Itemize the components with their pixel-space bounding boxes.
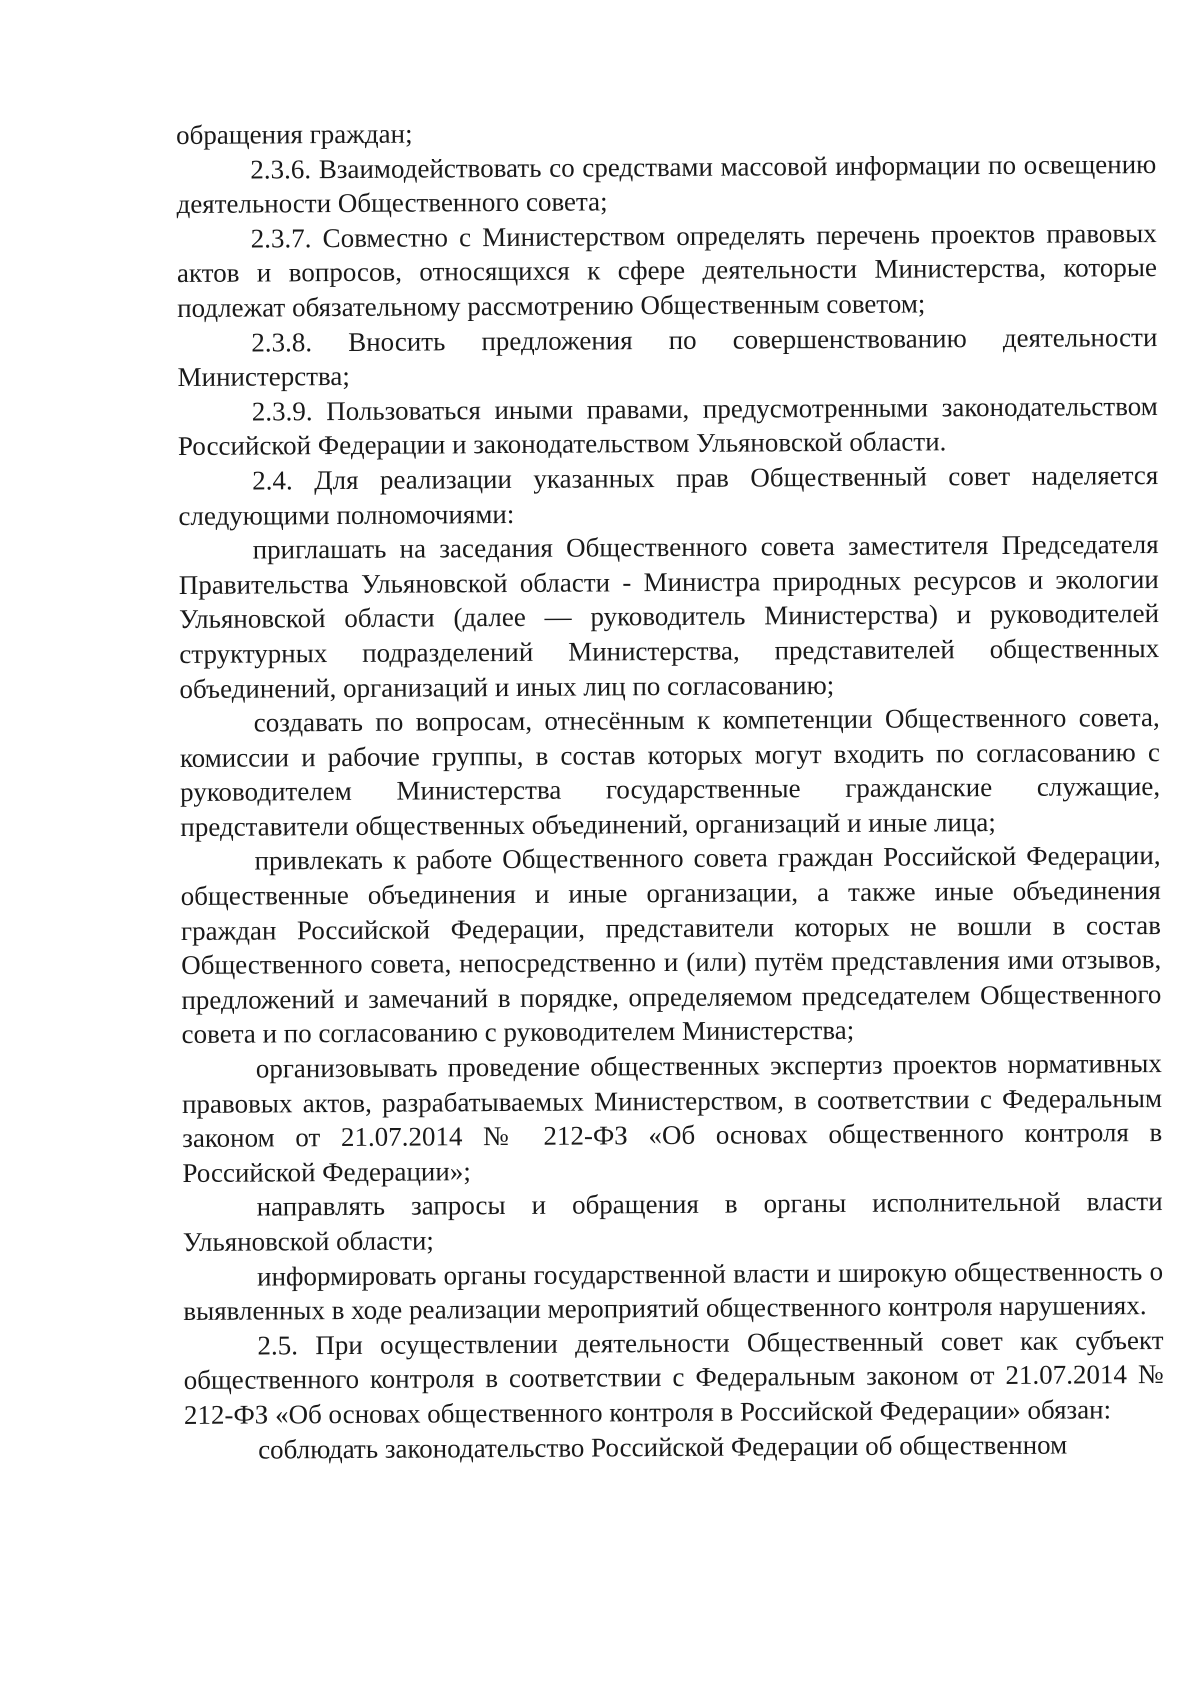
paragraph-organize-expertise: организовывать проведение общественных экспертиз проектов нормативных правовых актов, разрабатываемых Министерством, в соответствии с Федеральным законом от 21.07.2014 № 212-ФЗ «Об основах общественного контроля в Российской Федерации»;: [181, 1048, 1163, 1188]
document-body: [176, 112, 1164, 1467]
paragraph-comply: соблюдать законодательство Российской Федерации об общественном: [258, 1429, 1068, 1465]
paragraph-2-4: 2.4. Для реализации указанных прав Общественный совет наделяется следующими полномочиями:: [178, 459, 1159, 531]
paragraph-2-3-9: 2.3.9. Пользоваться иными правами, предусмотренными законодательством Российской Федерации и законодательством Ульяновской области.: [177, 390, 1158, 462]
paragraph-2-3-6: 2.3.6. Взаимодействовать со средствами массовой информации по освещению деятельности Общественного совета;: [176, 148, 1157, 220]
paragraph-2-3-7: 2.3.7. Совместно с Министерством определять перечень проектов правовых актов и вопросов, относящихся к сфере деятельности Министерства, которые подлежат обязательному рассмотрению Общественным советом;: [176, 217, 1158, 323]
paragraph-invite: приглашать на заседания Общественного совета заместителя Председателя Правительства Ульяновской области - Министра природных ресурсов и экологии Ульяновской области (далее — руководитель Министерства) и руководителей структурных подразделений Министерства, представителей общественных объединений, организаций и иных лиц по согласованию;: [178, 529, 1160, 704]
paragraph-2-3-8: 2.3.8. Вносить предложения по совершенствованию деятельности Министерства;: [177, 321, 1158, 393]
paragraph-2-5: 2.5. При осуществлении деятельности Общественный совет как субъект общественного контроля в соответствии с Федеральным законом от 21.07.2014 № 212-ФЗ «Об основах общественного контроля в Российской Федерации» обязан:: [183, 1324, 1164, 1430]
paragraph-create-commissions: создавать по вопросам, отнесённым к компетенции Общественного совета, комиссии и рабочие группы, в состав которых могут входить по согласованию с руководителем Министерства государственные гражданские служащие, представители общественных объединений, организаций и иные лица;: [179, 702, 1161, 842]
paragraph-continuation: обращения граждан;: [176, 118, 413, 150]
paragraph-involve-citizens: привлекать к работе Общественного совета граждан Российской Федерации, общественные объединения и иные организации, а также иные объединения граждан Российской Федерации, представители которых не вошли в состав Общественного совета, непосредственно и (или) путём представления ими отзывов, предложений и замечаний в порядке, определяемом председателем Общественного совета и по согласованию с руководителем Министерства;: [180, 840, 1162, 1050]
paragraph-inform: информировать органы государственной власти и широкую общественность о выявленных в ходе реализации мероприятий общественного контроля нарушениях.: [183, 1255, 1164, 1327]
paragraph-send-requests: направлять запросы и обращения в органы исполнительной власти Ульяновской области;: [182, 1186, 1163, 1257]
